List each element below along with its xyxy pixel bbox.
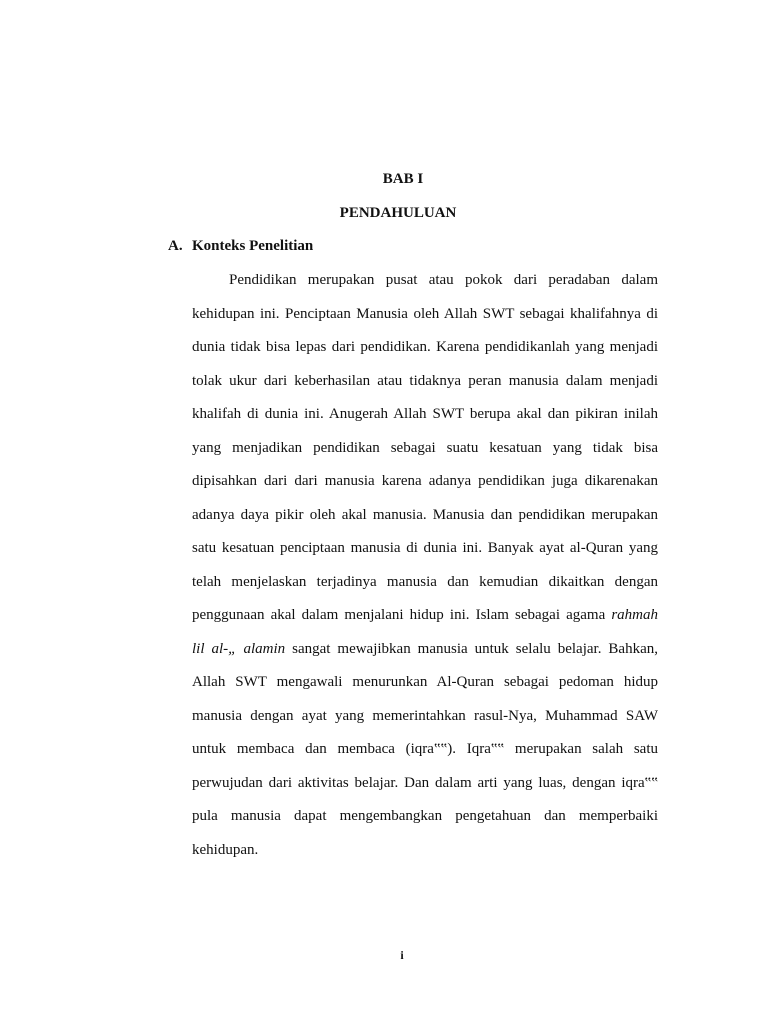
italic-term: rahmah [611, 607, 659, 623]
section-title: Konteks Penelitian [192, 238, 314, 254]
page-number: i [400, 948, 404, 962]
paragraph-line: adanya daya pikir oleh akal manusia. Manusia dan pendidikan merupakan [192, 506, 658, 523]
paragraph-line: manusia dengan ayat yang memerintahkan rasul-Nya, Muhammad SAW [192, 707, 658, 724]
paragraph-line: Pendidikan merupakan pusat atau pokok dari peradaban dalam [229, 272, 658, 288]
chapter-number: BAB I [382, 171, 424, 187]
paragraph-line: yang menjadikan pendidikan sebagai suatu kesatuan yang tidak bisa [192, 439, 658, 456]
paragraph-line: kehidupan ini. Penciptaan Manusia oleh Allah SWT sebagai khalifahnya di [192, 305, 658, 322]
section-letter: A. [168, 238, 183, 254]
line-text: sangat mewajibkan manusia untuk selalu belajar. Bahkan, [292, 640, 658, 657]
paragraph-line [192, 605, 658, 625]
paragraph-line: telah menjelaskan terjadinya manusia dan kemudian dikaitkan dengan [192, 573, 658, 590]
italic-term: lil al-„ alamin [192, 640, 286, 657]
line-text: penggunaan akal dalam menjalani hidup ini. Islam sebagai agama [192, 607, 606, 623]
paragraph-line: perwujudan dari aktivitas belajar. Dan dalam arti yang luas, dengan iqra‟‟ [192, 774, 658, 791]
paragraph-line: pula manusia dapat mengembangkan pengetahuan dan memperbaiki [192, 808, 658, 824]
paragraph-line: untuk membaca dan membaca (iqra‟‟). Iqra‟‟ merupakan salah satu [192, 741, 658, 757]
chapter-title: PENDAHULUAN [339, 205, 457, 221]
paragraph-line: dunia tidak bisa lepas dari pendidikan. Karena pendidikanlah yang menjadi [192, 339, 658, 355]
paragraph-line: khalifah di dunia ini. Anugerah Allah SWT berupa akal dan pikiran inilah [192, 406, 658, 422]
section-heading [168, 238, 313, 255]
paragraph-line: Allah SWT mengawali menurunkan Al-Quran sebagai pedoman hidup [192, 674, 658, 690]
paragraph-line [192, 639, 658, 659]
paragraph-line: dipisahkan dari dari manusia karena adanya pendidikan juga dikarenakan [192, 473, 658, 489]
paragraph-line: tolak ukur dari keberhasilan atau tidaknya peran manusia dalam menjadi [192, 372, 658, 389]
paragraph-line: satu kesatuan penciptaan manusia di dunia ini. Banyak ayat al-Quran yang [192, 540, 658, 556]
paragraph-line: kehidupan. [192, 841, 259, 858]
